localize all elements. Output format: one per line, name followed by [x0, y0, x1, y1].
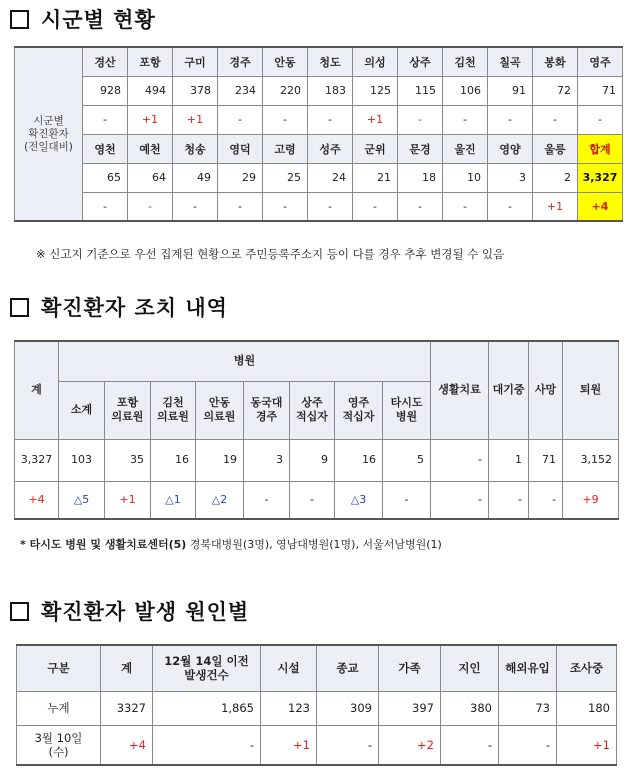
value-cell: 21	[353, 163, 398, 192]
change-cell: -	[443, 105, 488, 134]
change-cell: -	[431, 481, 489, 519]
header-cell: 예천	[128, 134, 173, 163]
header-cell: 지인	[441, 645, 499, 691]
change-cell: -	[153, 725, 261, 765]
change-cell: +4	[101, 725, 153, 765]
header-residence-treatment: 생활치료	[431, 341, 489, 439]
change-cell: △1	[151, 481, 196, 519]
change-cell: -	[383, 481, 431, 519]
patient-measures-table	[14, 340, 619, 520]
section-title-cause: 확진환자 발생 원인별	[10, 596, 249, 626]
value-cell: 91	[488, 76, 533, 105]
value-cell: 928	[83, 76, 128, 105]
value-cell: 3	[244, 439, 290, 481]
change-cell: +1	[533, 192, 578, 221]
value-cell: 24	[308, 163, 353, 192]
change-cell: +1	[353, 105, 398, 134]
change-cell: -	[128, 192, 173, 221]
table-row	[15, 341, 619, 381]
value-cell: 19	[196, 439, 244, 481]
change-cell: -	[218, 105, 263, 134]
header-cell: 군위	[353, 134, 398, 163]
table-row	[15, 76, 623, 105]
header-cell: 청도	[308, 47, 353, 76]
value-cell: 10	[443, 163, 488, 192]
change-cell: -	[83, 192, 128, 221]
value-cell: 494	[128, 76, 173, 105]
value-cell: 3327	[101, 691, 153, 725]
change-cell: -	[290, 481, 335, 519]
value-cell: 64	[128, 163, 173, 192]
subheader-cell: 소계	[59, 381, 105, 439]
table-row	[15, 481, 619, 519]
value-cell: -	[431, 439, 489, 481]
side-label: 시군별 확진환자 (전일대비)	[15, 47, 83, 221]
subheader-cell: 타시도 병원	[383, 381, 431, 439]
table-row	[15, 105, 623, 134]
change-cell: -	[398, 192, 443, 221]
value-cell: 16	[151, 439, 196, 481]
value-cell: 2	[533, 163, 578, 192]
city-status-table	[14, 46, 623, 222]
value-cell: 1	[489, 439, 529, 481]
header-total: 계	[15, 341, 59, 439]
header-hospital: 병원	[59, 341, 431, 381]
header-cell: 경산	[83, 47, 128, 76]
section-title-patient-measures: 확진환자 조치 내역	[10, 292, 228, 322]
change-cell: -	[489, 481, 529, 519]
cause-table	[16, 644, 617, 766]
value-cell: 378	[173, 76, 218, 105]
change-cell: -	[263, 105, 308, 134]
subheader-cell: 영주 적십자	[335, 381, 383, 439]
value-cell: 16	[335, 439, 383, 481]
change-cell: +1	[557, 725, 617, 765]
value-cell: 71	[578, 76, 623, 105]
header-death: 사망	[529, 341, 563, 439]
change-cell: -	[317, 725, 379, 765]
change-cell: -	[244, 481, 290, 519]
value-cell: 73	[499, 691, 557, 725]
change-cell: △5	[59, 481, 105, 519]
value-cell: 397	[379, 691, 441, 725]
value-cell: 72	[533, 76, 578, 105]
checkbox-square-icon	[10, 10, 29, 29]
header-cell: 봉화	[533, 47, 578, 76]
table-row	[15, 439, 619, 481]
change-cell: -	[488, 105, 533, 134]
table-row	[17, 725, 617, 765]
header-cell: 상주	[398, 47, 443, 76]
table-row	[15, 163, 623, 192]
value-cell: 29	[218, 163, 263, 192]
change-cell: -	[529, 481, 563, 519]
value-cell: 3,327	[15, 439, 59, 481]
change-cell: -	[173, 192, 218, 221]
header-cell: 안동	[263, 47, 308, 76]
value-cell: 234	[218, 76, 263, 105]
section1-note: ※ 신고지 기준으로 우선 집계된 현황으로 주민등록주소지 등이 다를 경우 추후 변경될 수 있음	[36, 247, 505, 261]
header-cell: 종교	[317, 645, 379, 691]
table-row	[15, 192, 623, 221]
header-cell: 계	[101, 645, 153, 691]
table-row	[17, 691, 617, 725]
value-cell: 309	[317, 691, 379, 725]
total-value-cell: 3,327	[578, 163, 623, 192]
header-cell: 성주	[308, 134, 353, 163]
value-cell: 1,865	[153, 691, 261, 725]
header-cell: 구미	[173, 47, 218, 76]
change-cell: -	[441, 725, 499, 765]
value-cell: 25	[263, 163, 308, 192]
header-cell: 가족	[379, 645, 441, 691]
header-cell: 김천	[443, 47, 488, 76]
header-cell: 영주	[578, 47, 623, 76]
header-cell: 시설	[261, 645, 317, 691]
value-cell: 9	[290, 439, 335, 481]
header-cell: 영천	[83, 134, 128, 163]
table-row	[17, 645, 617, 691]
header-cell: 문경	[398, 134, 443, 163]
change-cell: -	[218, 192, 263, 221]
value-cell: 5	[383, 439, 431, 481]
header-waiting: 대기중	[489, 341, 529, 439]
change-cell: -	[83, 105, 128, 134]
header-cell: 12월 14일 이전 발생건수	[153, 645, 261, 691]
change-cell: -	[488, 192, 533, 221]
value-cell: 106	[443, 76, 488, 105]
header-cell: 영양	[488, 134, 533, 163]
header-cell: 조사중	[557, 645, 617, 691]
table-row	[15, 47, 623, 76]
change-cell: -	[533, 105, 578, 134]
table-row	[15, 134, 623, 163]
value-cell: 49	[173, 163, 218, 192]
value-cell: 180	[557, 691, 617, 725]
section2-footnote: * 타시도 병원 및 생활치료센터(5) 경북대병원(3명), 영남대병원(1명), 서울서남병원(1)	[20, 538, 442, 551]
value-cell: 71	[529, 439, 563, 481]
change-cell: +2	[379, 725, 441, 765]
change-cell: -	[443, 192, 488, 221]
change-cell: +1	[128, 105, 173, 134]
total-change-cell: +4	[578, 192, 623, 221]
value-cell: 103	[59, 439, 105, 481]
value-cell: 380	[441, 691, 499, 725]
change-cell: -	[263, 192, 308, 221]
value-cell: 183	[308, 76, 353, 105]
header-cell: 포항	[128, 47, 173, 76]
change-cell: +9	[563, 481, 619, 519]
header-cell: 칠곡	[488, 47, 533, 76]
header-cell: 영덕	[218, 134, 263, 163]
value-cell: 18	[398, 163, 443, 192]
change-cell: +1	[261, 725, 317, 765]
change-cell: +1	[173, 105, 218, 134]
row-label: 3월 10일 (수)	[17, 725, 101, 765]
header-cell: 고령	[263, 134, 308, 163]
value-cell: 125	[353, 76, 398, 105]
checkbox-square-icon	[10, 298, 29, 317]
row-label: 누계	[17, 691, 101, 725]
change-cell: -	[578, 105, 623, 134]
change-cell: +1	[105, 481, 151, 519]
subheader-cell: 동국대 경주	[244, 381, 290, 439]
header-cell: 경주	[218, 47, 263, 76]
header-cell: 울릉	[533, 134, 578, 163]
total-header-cell: 합계	[578, 134, 623, 163]
subheader-cell: 포항 의료원	[105, 381, 151, 439]
change-cell: -	[308, 192, 353, 221]
change-cell: △2	[196, 481, 244, 519]
value-cell: 220	[263, 76, 308, 105]
change-cell: -	[398, 105, 443, 134]
value-cell: 3	[488, 163, 533, 192]
header-cell: 울진	[443, 134, 488, 163]
checkbox-square-icon	[10, 602, 29, 621]
value-cell: 123	[261, 691, 317, 725]
header-cell: 청송	[173, 134, 218, 163]
change-cell: -	[308, 105, 353, 134]
header-cell: 의성	[353, 47, 398, 76]
value-cell: 65	[83, 163, 128, 192]
change-cell: △3	[335, 481, 383, 519]
change-cell: +4	[15, 481, 59, 519]
section-title-city-status: 시군별 현황	[10, 4, 156, 34]
header-discharge: 퇴원	[563, 341, 619, 439]
value-cell: 115	[398, 76, 443, 105]
subheader-cell: 상주 적십자	[290, 381, 335, 439]
subheader-cell: 김천 의료원	[151, 381, 196, 439]
subheader-cell: 안동 의료원	[196, 381, 244, 439]
change-cell: -	[353, 192, 398, 221]
header-cell: 해외유입	[499, 645, 557, 691]
value-cell: 35	[105, 439, 151, 481]
change-cell: -	[499, 725, 557, 765]
value-cell: 3,152	[563, 439, 619, 481]
header-cell: 구분	[17, 645, 101, 691]
